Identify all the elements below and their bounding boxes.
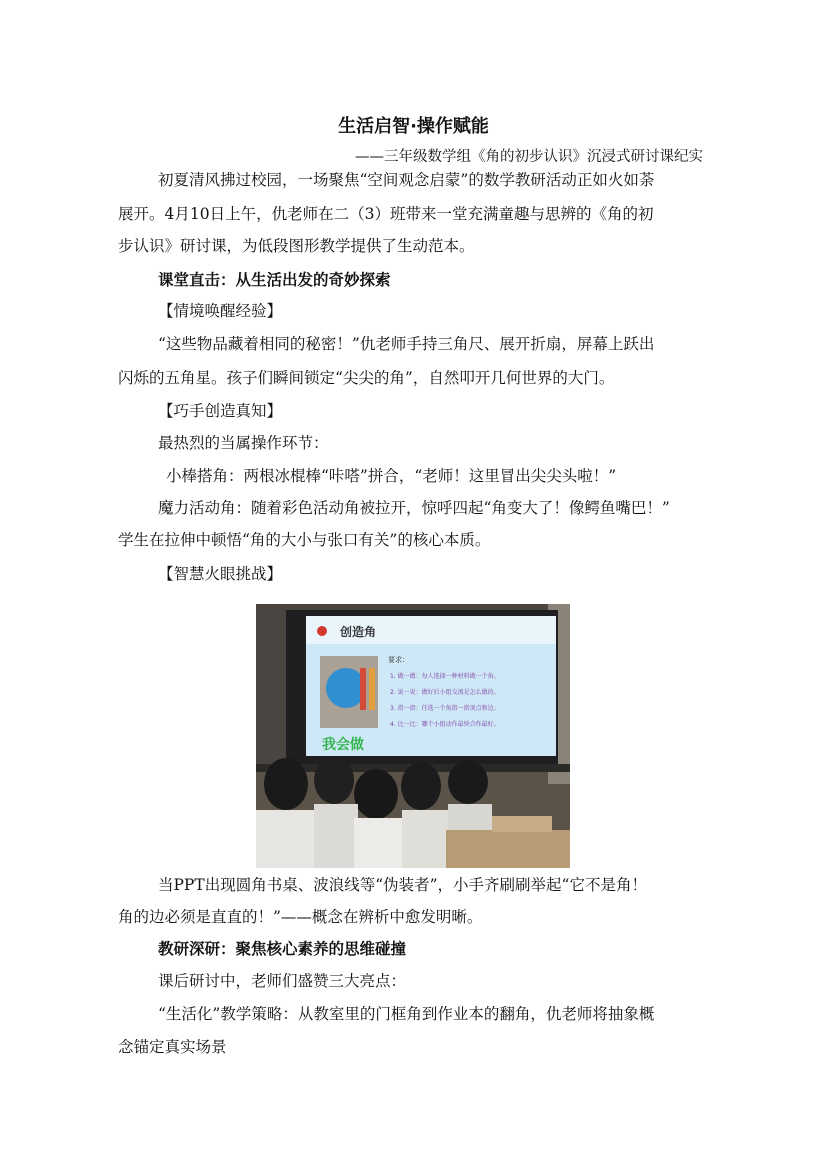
sub1-line-2: 闪烁的五角星。孩子们瞬间锁定“尖尖的角”，自然叩开几何世界的大门。 — [118, 369, 615, 387]
document-title: 生活启智·操作赋能 — [338, 116, 489, 137]
section2-line-3: 念锚定真实场景 — [118, 1038, 227, 1056]
slide-req-label: 要求： — [388, 656, 409, 664]
sub2-line-2: 小棒搭角：两根冰棍棒“咔嗒”拼合，“老师！这里冒出尖尖头啦！” — [166, 467, 617, 485]
sub1-heading: 【情境唤醒经验】 — [158, 302, 283, 320]
sub1-line-1: “这些物品藏着相同的秘密！”仇老师手持三角尺、展开折扇，屏幕上跃出 — [158, 335, 655, 353]
slide-item-1: 1. 做一做：每人选择一种材料做一个角。 — [390, 673, 500, 680]
sub3-heading: 【智慧火眼挑战】 — [158, 565, 283, 583]
section2-line-2: “生活化”教学策略：从教室里的门框角到作业本的翻角，仇老师将抽象概 — [158, 1005, 655, 1023]
intro-line-1: 初夏清风拂过校园，一场聚焦“空间观念启蒙”的数学教研活动正如火如荼 — [158, 171, 655, 189]
document-subtitle: ——三年级数学组《角的初步认识》沉浸式研讨课纪实 — [355, 149, 703, 165]
slide-item-4: 4. 比一比：哪个小组动作最快合作最好。 — [390, 721, 500, 728]
slide-item-2: 2. 说一说：做好后小组交流是怎么做的。 — [390, 689, 500, 696]
sub2-heading: 【巧手创造真知】 — [158, 402, 283, 420]
intro-line-3: 步认识》研讨课，为低段图形教学提供了生动范本。 — [118, 237, 475, 255]
sub2-line-3: 魔力活动角：随着彩色活动角被拉开，惊呼四起“角变大了！像鳄鱼嘴巴！” — [158, 499, 670, 517]
slide-item-3: 3. 指一指：任选一个角指一指顶点和边。 — [390, 705, 500, 712]
classroom-photo — [256, 604, 570, 868]
after-photo-line-2: 角的边必须是直直的！”——概念在辨析中愈发明晰。 — [118, 908, 483, 926]
section1-heading: 课堂直击：从生活出发的奇妙探索 — [158, 271, 391, 289]
slide-badge: 我会做 — [322, 737, 364, 753]
slide-title: 创造角 — [340, 625, 377, 639]
section2-line-1: 课后研讨中，老师们盛赞三大亮点： — [158, 972, 407, 990]
intro-line-2: 展开。4月10日上午，仇老师在二（3）班带来一堂充满童趣与思辨的《角的初 — [118, 205, 654, 223]
section2-heading: 教研深研：聚焦核心素养的思维碰撞 — [158, 940, 407, 958]
after-photo-line-1: 当PPT出现圆角书桌、波浪线等“伪装者”，小手齐刷刷举起“它不是角！ — [158, 876, 647, 894]
sub2-line-4: 学生在拉伸中顿悟“角的大小与张口有关”的核心本质。 — [118, 531, 491, 549]
sub2-line-1: 最热烈的当属操作环节： — [158, 434, 329, 452]
